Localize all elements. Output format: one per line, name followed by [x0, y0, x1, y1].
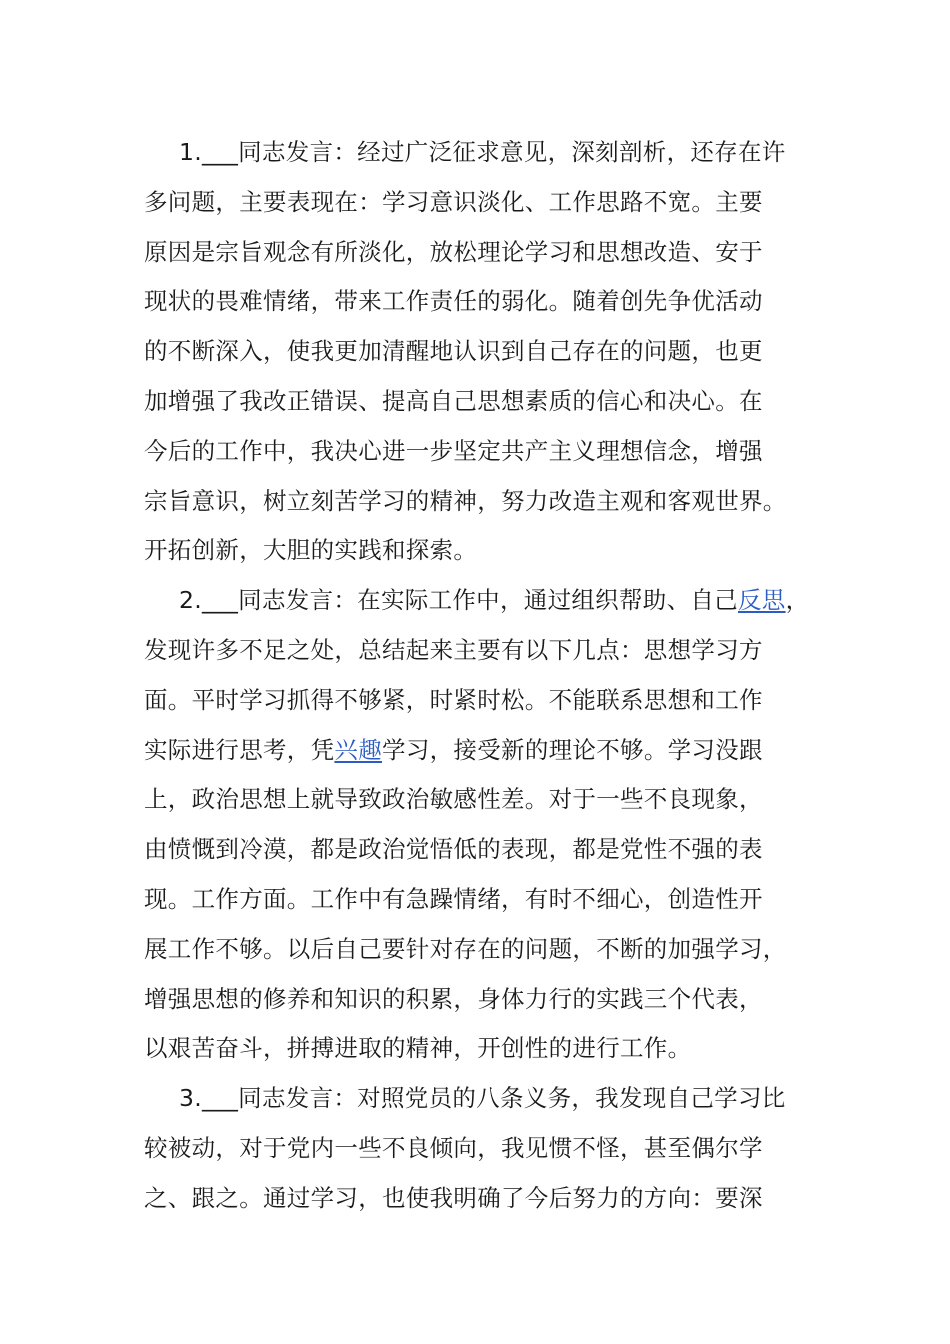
- text-line: [144, 726, 794, 776]
- text-line: 宗旨意识，树立刻苦学习的精神，努力改造主观和客观世界。: [144, 486, 787, 515]
- text-line: 3.___同志发言：对照党员的八条义务，我发现自己学习比: [179, 1084, 786, 1113]
- text-line: 现状的畏难情绪，带来工作责任的弱化。随着创先争优活动: [144, 287, 763, 316]
- link-reflection[interactable]: 反思: [737, 586, 786, 615]
- text-line: 加增强了我改正错误、提高自己思想素质的信心和决心。在: [144, 386, 763, 415]
- link-interest[interactable]: 兴趣: [334, 735, 383, 764]
- text-line: 发现许多不足之处，总结起来主要有以下几点：思想学习方: [144, 635, 763, 664]
- text-line: 展工作不够。以后自己要针对存在的问题，不断的加强学习，: [144, 934, 787, 963]
- text-segment: 学习，接受新的理论不够。学习没跟: [382, 735, 763, 764]
- text-line: 较被动，对于党内一些不良倾向，我见惯不怪，甚至偶尔学: [144, 1133, 763, 1162]
- text-line: 多问题，主要表现在：学习意识淡化、工作思路不宽。主要: [144, 187, 763, 216]
- text-line: [144, 576, 810, 626]
- text-line: 开拓创新，大胆的实践和探索。: [144, 536, 478, 565]
- text-line: 上，政治思想上就导致政治敏感性差。对于一些不良现象，: [144, 785, 763, 814]
- paragraph-3: [144, 1074, 794, 1223]
- text-line: 今后的工作中，我决心进一步坚定共产主义理想信念，增强: [144, 436, 763, 465]
- document-body: [144, 128, 810, 1224]
- text-line: 的不断深入，使我更加清醒地认识到自己存在的问题，也更: [144, 337, 763, 366]
- text-line: 由愤慨到冷漠，都是政治觉悟低的表现，都是党性不强的表: [144, 835, 763, 864]
- text-line: 现。工作方面。工作中有急躁情绪，有时不细心，创造性开: [144, 884, 763, 913]
- text-line: 之、跟之。通过学习，也使我明确了今后努力的方向：要深: [144, 1183, 763, 1212]
- paragraph-1: [144, 128, 794, 576]
- text-segment: 2.___同志发言：在实际工作中，通过组织帮助、自己: [179, 586, 738, 615]
- text-line: 原因是宗旨观念有所淡化，放松理论学习和思想改造、安于: [144, 237, 763, 266]
- text-segment: 实际进行思考，凭: [144, 735, 335, 764]
- text-line: 面。平时学习抓得不够紧，时紧时松。不能联系思想和工作: [144, 685, 763, 714]
- text-segment: ，: [785, 586, 810, 615]
- text-line: 1.___同志发言：经过广泛征求意见，深刻剖析，还存在许: [179, 138, 786, 166]
- text-line: 增强思想的修养和知识的积累，身体力行的实践三个代表，: [144, 984, 763, 1013]
- paragraph-2: [144, 576, 810, 1074]
- text-line: 以艰苦奋斗，拼搏进取的精神，开创性的进行工作。: [144, 1034, 692, 1063]
